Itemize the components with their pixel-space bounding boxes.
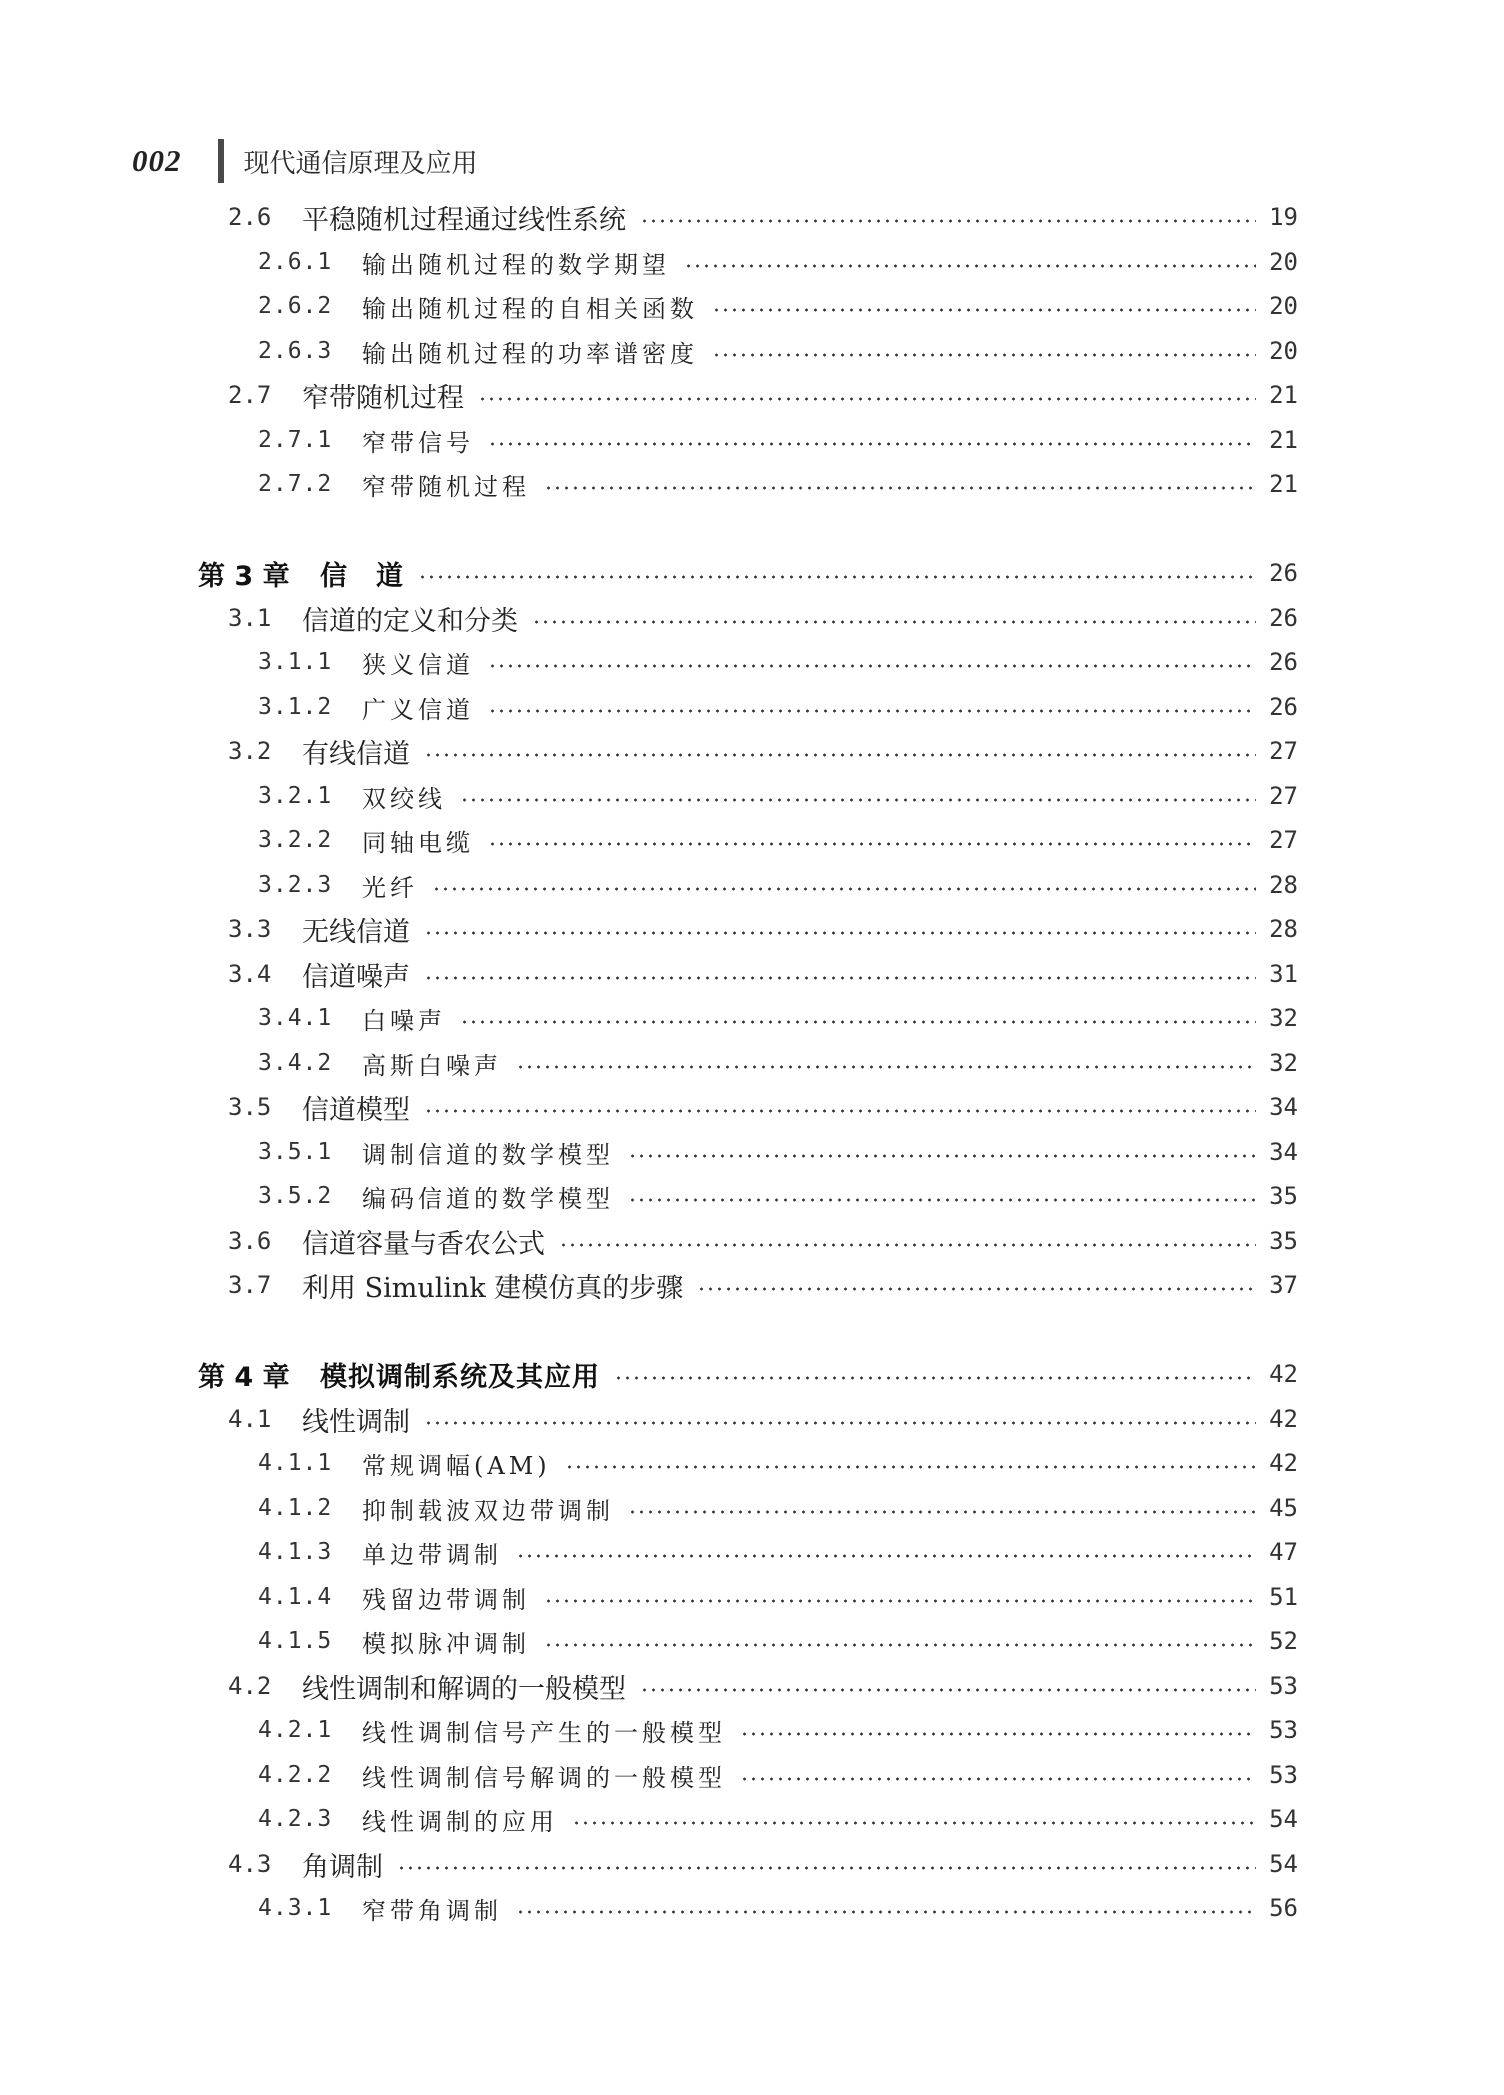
toc-entry-page: 32 xyxy=(1269,1004,1298,1032)
dot-leader xyxy=(424,1109,1256,1113)
toc-entry-page: 26 xyxy=(1269,693,1298,721)
toc-section-entry xyxy=(228,1087,1298,1127)
toc-entry-number: 4.3 xyxy=(228,1850,272,1878)
dot-leader xyxy=(544,486,1256,490)
toc-entry-number: 3.3 xyxy=(228,915,272,943)
toc-entry-page: 54 xyxy=(1269,1805,1298,1833)
toc-entry-title: 角调制 xyxy=(302,1851,383,1883)
toc-entry-page: 26 xyxy=(1269,604,1298,632)
running-header xyxy=(132,134,478,188)
dot-leader xyxy=(460,1020,1256,1024)
dot-leader xyxy=(424,976,1256,980)
toc-section-entry xyxy=(228,1221,1298,1261)
toc-subsection-entry xyxy=(258,1532,1298,1572)
toc-subsection-entry xyxy=(258,1888,1298,1928)
toc-entry-title: 窄带随机过程 xyxy=(362,472,530,501)
toc-entry-number: 2.6 xyxy=(228,203,272,231)
toc-entry-number: 4.2.3 xyxy=(258,1806,333,1832)
toc-entry-number: 4.1.4 xyxy=(258,1584,333,1610)
toc-entry-page: 37 xyxy=(1269,1271,1298,1299)
toc-entry-number: 3.2 xyxy=(228,737,272,765)
toc-entry-title: 线性调制信号产生的一般模型 xyxy=(362,1718,726,1747)
toc-subsection-entry xyxy=(258,1443,1298,1483)
toc-entry-page: 21 xyxy=(1269,381,1298,409)
dot-leader xyxy=(559,1243,1256,1247)
toc-entry-page: 26 xyxy=(1269,559,1298,587)
toc-entry-title: 编码信道的数学模型 xyxy=(362,1184,614,1213)
dot-leader xyxy=(418,575,1256,579)
toc-entry-page: 21 xyxy=(1269,426,1298,454)
toc-entry-page: 42 xyxy=(1269,1449,1298,1477)
toc-entry-number: 3.4 xyxy=(228,960,272,988)
toc-entry-number: 2.6.2 xyxy=(258,293,333,319)
toc-entry-page: 42 xyxy=(1269,1405,1298,1433)
toc-entry-title: 信道模型 xyxy=(302,1094,410,1126)
dot-leader xyxy=(628,1154,1256,1158)
toc-entry-number: 3.6 xyxy=(228,1227,272,1255)
toc-entry-title: 信道噪声 xyxy=(302,961,410,993)
toc-entry-page: 28 xyxy=(1269,915,1298,943)
toc-entry-number: 3.2.3 xyxy=(258,872,333,898)
toc-entry-page: 26 xyxy=(1269,648,1298,676)
dot-leader xyxy=(424,931,1256,935)
toc-entry-number: 3.2.1 xyxy=(258,783,333,809)
toc-entry-number: 2.6.3 xyxy=(258,338,333,364)
dot-leader xyxy=(697,1287,1256,1291)
dot-leader xyxy=(544,1643,1256,1647)
toc-entry-number: 第 3 章 xyxy=(198,560,290,592)
toc-entry-page: 19 xyxy=(1269,203,1298,231)
toc-entry-page: 20 xyxy=(1269,248,1298,276)
toc-section-entry xyxy=(228,1844,1298,1884)
dot-leader xyxy=(544,1599,1256,1603)
dot-leader xyxy=(565,1465,1256,1469)
toc-entry-number: 2.6.1 xyxy=(258,249,333,275)
toc-entry-page: 35 xyxy=(1269,1227,1298,1255)
toc-entry-page: 53 xyxy=(1269,1672,1298,1700)
toc-entry-title: 信道的定义和分类 xyxy=(302,605,518,637)
header-divider xyxy=(218,139,224,183)
toc-entry-title: 输出随机过程的功率谱密度 xyxy=(362,339,698,368)
toc-entry-title: 模拟调制系统及其应用 xyxy=(320,1361,600,1393)
toc-entry-title: 线性调制的应用 xyxy=(362,1807,558,1836)
toc-section-entry xyxy=(228,954,1298,994)
toc-subsection-entry xyxy=(258,286,1298,326)
toc-entry-number: 4.1.1 xyxy=(258,1450,333,1476)
toc-entry-title: 平稳随机过程通过线性系统 xyxy=(302,204,626,236)
dot-leader xyxy=(424,753,1256,757)
toc-entry-number: 2.7.2 xyxy=(258,471,333,497)
toc-entry-number: 3.5.1 xyxy=(258,1139,333,1165)
toc-entry-page: 27 xyxy=(1269,826,1298,854)
dot-leader xyxy=(397,1866,1256,1870)
dot-leader xyxy=(488,842,1256,846)
toc-entry-title: 高斯白噪声 xyxy=(362,1051,502,1080)
toc-section-entry xyxy=(228,731,1298,771)
toc-subsection-entry xyxy=(258,1755,1298,1795)
toc-entry-number: 3.5 xyxy=(228,1093,272,1121)
toc-entry-title: 狭义信道 xyxy=(362,650,474,679)
dot-leader xyxy=(640,1688,1256,1692)
toc-entry-title: 线性调制和解调的一般模型 xyxy=(302,1673,626,1705)
toc-section-entry xyxy=(228,909,1298,949)
toc-entry-title: 输出随机过程的数学期望 xyxy=(362,250,670,279)
toc-entry-title: 信 道 xyxy=(320,560,404,592)
toc-entry-number: 4.1.5 xyxy=(258,1628,333,1654)
toc-entry-page: 28 xyxy=(1269,871,1298,899)
toc-subsection-entry xyxy=(258,1621,1298,1661)
dot-leader xyxy=(488,709,1256,713)
toc-entry-number: 3.2.2 xyxy=(258,827,333,853)
toc-entry-number: 4.2 xyxy=(228,1672,272,1700)
toc-subsection-entry xyxy=(258,420,1298,460)
toc-entry-title: 线性调制信号解调的一般模型 xyxy=(362,1763,726,1792)
toc-entry-title: 窄带信号 xyxy=(362,428,474,457)
dot-leader xyxy=(488,664,1256,668)
toc-chapter-entry xyxy=(198,553,1298,593)
toc-subsection-entry xyxy=(258,687,1298,727)
toc-entry-page: 53 xyxy=(1269,1761,1298,1789)
toc-subsection-entry xyxy=(258,998,1298,1038)
toc-chapter-entry xyxy=(198,1354,1298,1394)
toc-subsection-entry xyxy=(258,1176,1298,1216)
toc-subsection-entry xyxy=(258,242,1298,282)
toc-entry-title: 信道容量与香农公式 xyxy=(302,1228,545,1260)
toc-entry-page: 51 xyxy=(1269,1583,1298,1611)
toc-entry-title: 利用 Simulink 建模仿真的步骤 xyxy=(302,1272,684,1304)
toc-subsection-entry xyxy=(258,642,1298,682)
toc-entry-number: 4.2.1 xyxy=(258,1717,333,1743)
dot-leader xyxy=(488,442,1256,446)
toc-subsection-entry xyxy=(258,331,1298,371)
toc-entry-number: 2.7 xyxy=(228,381,272,409)
toc-entry-number: 3.1 xyxy=(228,604,272,632)
dot-leader xyxy=(628,1198,1256,1202)
toc-entry-title: 窄带角调制 xyxy=(362,1896,502,1925)
dot-leader xyxy=(424,1421,1256,1425)
toc-section-entry xyxy=(228,375,1298,415)
toc-entry-page: 20 xyxy=(1269,337,1298,365)
dot-leader xyxy=(516,1065,1256,1069)
toc-entry-title: 双绞线 xyxy=(362,784,446,813)
toc-entry-page: 27 xyxy=(1269,782,1298,810)
toc-entry-number: 3.7 xyxy=(228,1271,272,1299)
dot-leader xyxy=(532,620,1256,624)
toc-entry-number: 4.1 xyxy=(228,1405,272,1433)
toc-entry-number: 3.1.2 xyxy=(258,694,333,720)
dot-leader xyxy=(516,1910,1256,1914)
toc-entry-title: 白噪声 xyxy=(362,1006,446,1035)
dot-leader xyxy=(460,798,1256,802)
toc-section-entry xyxy=(228,1666,1298,1706)
toc-entry-page: 52 xyxy=(1269,1627,1298,1655)
toc-entry-title: 调制信道的数学模型 xyxy=(362,1140,614,1169)
toc-entry-number: 第 4 章 xyxy=(198,1361,290,1393)
toc-entry-number: 3.5.2 xyxy=(258,1183,333,1209)
toc-entry-page: 34 xyxy=(1269,1093,1298,1121)
toc-entry-number: 3.4.2 xyxy=(258,1050,333,1076)
toc-entry-title: 输出随机过程的自相关函数 xyxy=(362,294,698,323)
dot-leader xyxy=(614,1376,1256,1380)
toc-entry-title: 窄带随机过程 xyxy=(302,382,464,414)
dot-leader xyxy=(516,1554,1256,1558)
toc-section-entry xyxy=(228,197,1298,237)
toc-entry-title: 有线信道 xyxy=(302,738,410,770)
toc-section-entry xyxy=(228,1399,1298,1439)
toc-entry-page: 27 xyxy=(1269,737,1298,765)
dot-leader xyxy=(684,264,1256,268)
toc-entry-title: 广义信道 xyxy=(362,695,474,724)
dot-leader xyxy=(432,887,1256,891)
toc-subsection-entry xyxy=(258,776,1298,816)
toc-subsection-entry xyxy=(258,464,1298,504)
toc-entry-page: 54 xyxy=(1269,1850,1298,1878)
toc-entry-number: 4.1.3 xyxy=(258,1539,333,1565)
toc-subsection-entry xyxy=(258,820,1298,860)
toc-subsection-entry xyxy=(258,1132,1298,1172)
toc-entry-page: 32 xyxy=(1269,1049,1298,1077)
dot-leader xyxy=(712,308,1256,312)
dot-leader xyxy=(628,1510,1256,1514)
dot-leader xyxy=(572,1821,1256,1825)
toc-subsection-entry xyxy=(258,1710,1298,1750)
toc-entry-title: 光纤 xyxy=(362,873,418,902)
toc-entry-page: 21 xyxy=(1269,470,1298,498)
toc-entry-title: 线性调制 xyxy=(302,1406,410,1438)
toc-entry-number: 4.1.2 xyxy=(258,1495,333,1521)
toc-entry-page: 35 xyxy=(1269,1182,1298,1210)
dot-leader xyxy=(740,1732,1256,1736)
toc-entry-title: 残留边带调制 xyxy=(362,1585,530,1614)
toc-entry-page: 42 xyxy=(1269,1360,1298,1388)
toc-entry-title: 常规调幅(AM) xyxy=(362,1451,551,1480)
toc-entry-page: 20 xyxy=(1269,292,1298,320)
toc-subsection-entry xyxy=(258,1577,1298,1617)
dot-leader xyxy=(740,1777,1256,1781)
toc-subsection-entry xyxy=(258,865,1298,905)
toc-entry-title: 单边带调制 xyxy=(362,1540,502,1569)
toc-entry-title: 抑制载波双边带调制 xyxy=(362,1496,614,1525)
toc-entry-page: 47 xyxy=(1269,1538,1298,1566)
toc-entry-title: 无线信道 xyxy=(302,916,410,948)
toc-entry-number: 3.1.1 xyxy=(258,649,333,675)
toc-entry-title: 模拟脉冲调制 xyxy=(362,1629,530,1658)
toc-entry-number: 4.3.1 xyxy=(258,1895,333,1921)
toc-entry-page: 56 xyxy=(1269,1894,1298,1922)
toc-subsection-entry xyxy=(258,1488,1298,1528)
toc-entry-page: 45 xyxy=(1269,1494,1298,1522)
book-title: 现代通信原理及应用 xyxy=(243,148,478,179)
toc-section-entry xyxy=(228,598,1298,638)
dot-leader xyxy=(478,397,1256,401)
dot-leader xyxy=(712,353,1256,357)
toc-subsection-entry xyxy=(258,1043,1298,1083)
toc-entry-title: 同轴电缆 xyxy=(362,828,474,857)
toc-entry-page: 34 xyxy=(1269,1138,1298,1166)
toc-entry-number: 3.4.1 xyxy=(258,1005,333,1031)
toc-section-entry xyxy=(228,1265,1298,1305)
toc-entry-page: 31 xyxy=(1269,960,1298,988)
toc-entry-number: 4.2.2 xyxy=(258,1762,333,1788)
page-number: 002 xyxy=(132,143,182,178)
toc-subsection-entry xyxy=(258,1799,1298,1839)
dot-leader xyxy=(640,219,1256,223)
toc-entry-page: 53 xyxy=(1269,1716,1298,1744)
toc-entry-number: 2.7.1 xyxy=(258,427,333,453)
